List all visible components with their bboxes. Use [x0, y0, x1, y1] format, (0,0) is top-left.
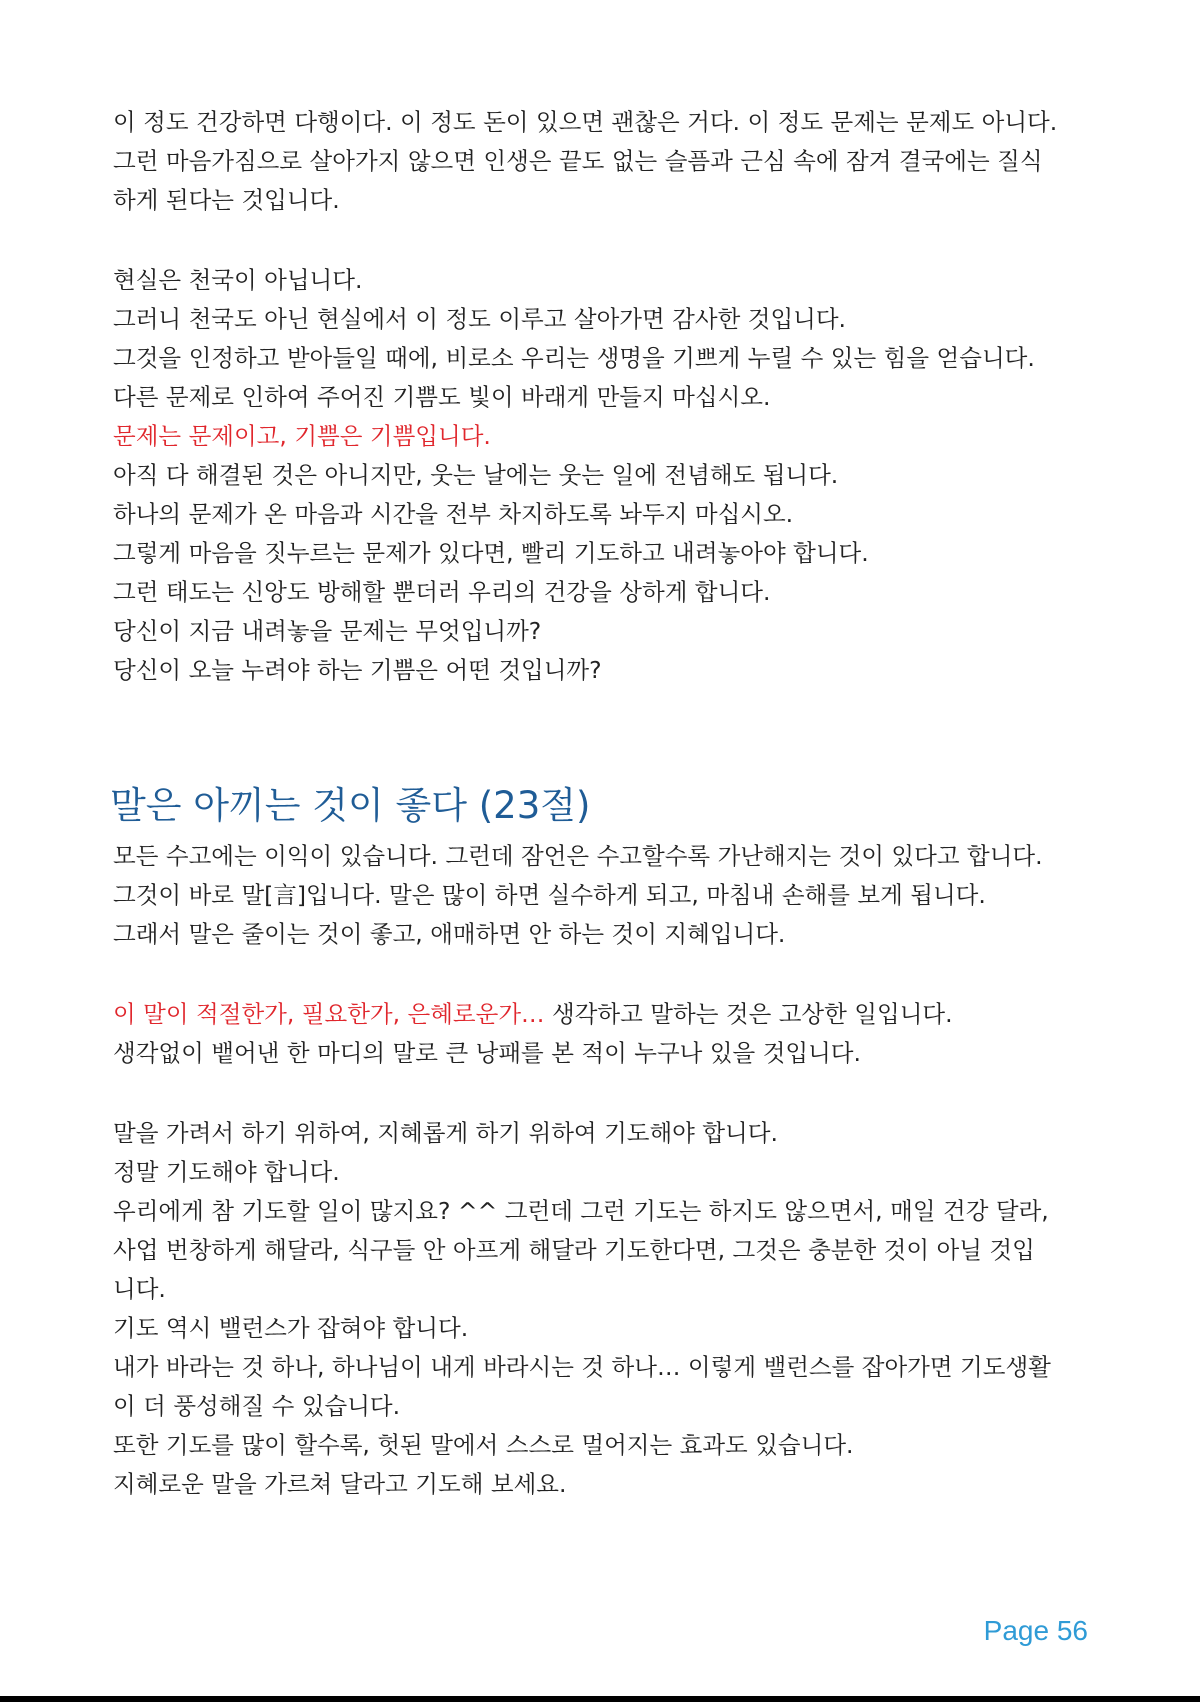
- text-line: [113, 877, 1103, 913]
- line-text: 우리에게 참 기도할 일이 많지요? ^^ 그런데 그런 기도는 하지도 않으면서, 매일 건강 달라,: [113, 1197, 1049, 1225]
- text-line: [113, 838, 1103, 874]
- line-text: 하나의 문제가 온 마음과 시간을 전부 차지하도록 놔두지 마십시오.: [113, 500, 794, 528]
- text-line: [113, 379, 1103, 415]
- line-text: 당신이 지금 내려놓을 문제는 무엇입니까?: [113, 617, 542, 645]
- text-line: [113, 1035, 1103, 1071]
- line-text: 그것을 인정하고 받아들일 때에, 비로소 우리는 생명을 기쁘게 누릴 수 있는 힘을 얻습니다.: [113, 344, 1035, 372]
- text-line: [113, 182, 1103, 218]
- page-label: Page: [983, 1615, 1050, 1646]
- line-text: 다른 문제로 인하여 주어진 기쁨도 빛이 바래게 만들지 마십시오.: [113, 383, 771, 411]
- line-text: 그래서 말은 줄이는 것이 좋고, 애매하면 안 하는 것이 지혜입니다.: [113, 920, 786, 948]
- text-line: [113, 535, 1103, 571]
- text-line: [113, 340, 1103, 376]
- text-line: [113, 1466, 1103, 1502]
- page-number: 56: [1056, 1615, 1088, 1646]
- line-text: 현실은 천국이 아닙니다.: [113, 266, 363, 294]
- text-line: [113, 104, 1103, 140]
- line-text: 하게 된다는 것입니다.: [113, 186, 340, 214]
- line-text: 그런 태도는 신앙도 방해할 뿐더러 우리의 건강을 상하게 합니다.: [113, 578, 771, 606]
- text-line: [113, 1154, 1103, 1190]
- line-text: 내가 바라는 것 하나, 하나님이 내게 바라시는 것 하나… 이렇게 밸런스를 잡아가면 기도생활: [113, 1353, 1051, 1381]
- line-text: 정말 기도해야 합니다.: [113, 1158, 340, 1186]
- line-text: 기도 역시 밸런스가 잡혀야 합니다.: [113, 1314, 469, 1342]
- line-text: 지혜로운 말을 가르쳐 달라고 기도해 보세요.: [113, 1470, 567, 1498]
- line-text: 당신이 오늘 누려야 하는 기쁨은 어떤 것입니까?: [113, 656, 602, 684]
- line-text: 그런 마음가짐으로 살아가지 않으면 인생은 끝도 없는 슬픔과 근심 속에 잠겨 결국에는 질식: [113, 147, 1043, 175]
- highlight-text: 문제는 문제이고, 기쁨은 기쁨입니다.: [113, 422, 491, 450]
- text-line: [113, 457, 1103, 493]
- line-text: 사업 번창하게 해달라, 식구들 안 아프게 해달라 기도한다면, 그것은 충분한 것이 아닐 것입: [113, 1236, 1035, 1264]
- text-line: [113, 1115, 1103, 1151]
- text-line: [113, 1349, 1103, 1385]
- text-line: [113, 613, 1103, 649]
- line-text: 말을 가려서 하기 위하여, 지혜롭게 하기 위하여 기도해야 합니다.: [113, 1119, 778, 1147]
- line-text: 그것이 바로 말[言]입니다. 말은 많이 하면 실수하게 되고, 마침내 손해를 보게 됩니다.: [113, 881, 986, 909]
- line-text: 그렇게 마음을 짓누르는 문제가 있다면, 빨리 기도하고 내려놓아야 합니다.: [113, 539, 869, 567]
- text-line: [113, 1232, 1103, 1268]
- text-line: [113, 262, 1103, 298]
- text-line: [113, 1427, 1103, 1463]
- section-heading: 말은 아끼는 것이 좋다 (23절): [110, 784, 591, 827]
- line-text: 생각없이 뱉어낸 한 마디의 말로 큰 낭패를 본 적이 누구나 있을 것입니다.: [113, 1039, 861, 1067]
- text-line: [113, 574, 1103, 610]
- page-footer: [984, 1611, 1088, 1651]
- line-text: 그러니 천국도 아닌 현실에서 이 정도 이루고 살아가면 감사한 것입니다.: [113, 305, 847, 333]
- text-line: [113, 143, 1103, 179]
- text-line: [113, 418, 1103, 454]
- text-line: [113, 1193, 1103, 1229]
- text-line: [113, 496, 1103, 532]
- text-line: [113, 301, 1103, 337]
- text-line: [113, 1388, 1103, 1424]
- text-line: [113, 1310, 1103, 1346]
- line-text: 아직 다 해결된 것은 아니지만, 웃는 날에는 웃는 일에 전념해도 됩니다.: [113, 461, 839, 489]
- line-text: 이 더 풍성해질 수 있습니다.: [113, 1392, 401, 1420]
- line-text: 생각하고 말하는 것은 고상한 일입니다.: [544, 1000, 953, 1028]
- text-line: [113, 1271, 1103, 1307]
- line-text: 이 정도 건강하면 다행이다. 이 정도 돈이 있으면 괜찮은 거다. 이 정도 문제는 문제도 아니다.: [113, 108, 1058, 136]
- line-text: 니다.: [113, 1275, 166, 1303]
- line-text: 또한 기도를 많이 할수록, 헛된 말에서 스스로 멀어지는 효과도 있습니다.: [113, 1431, 854, 1459]
- text-line: [113, 916, 1103, 952]
- text-line: [113, 652, 1103, 688]
- highlight-text: 이 말이 적절한가, 필요한가, 은혜로운가…: [113, 1000, 545, 1028]
- text-line: [113, 996, 1103, 1032]
- line-text: 모든 수고에는 이익이 있습니다. 그런데 잠언은 수고할수록 가난해지는 것이 있다고 합니다.: [113, 842, 1043, 870]
- bottom-rule: [0, 1696, 1200, 1702]
